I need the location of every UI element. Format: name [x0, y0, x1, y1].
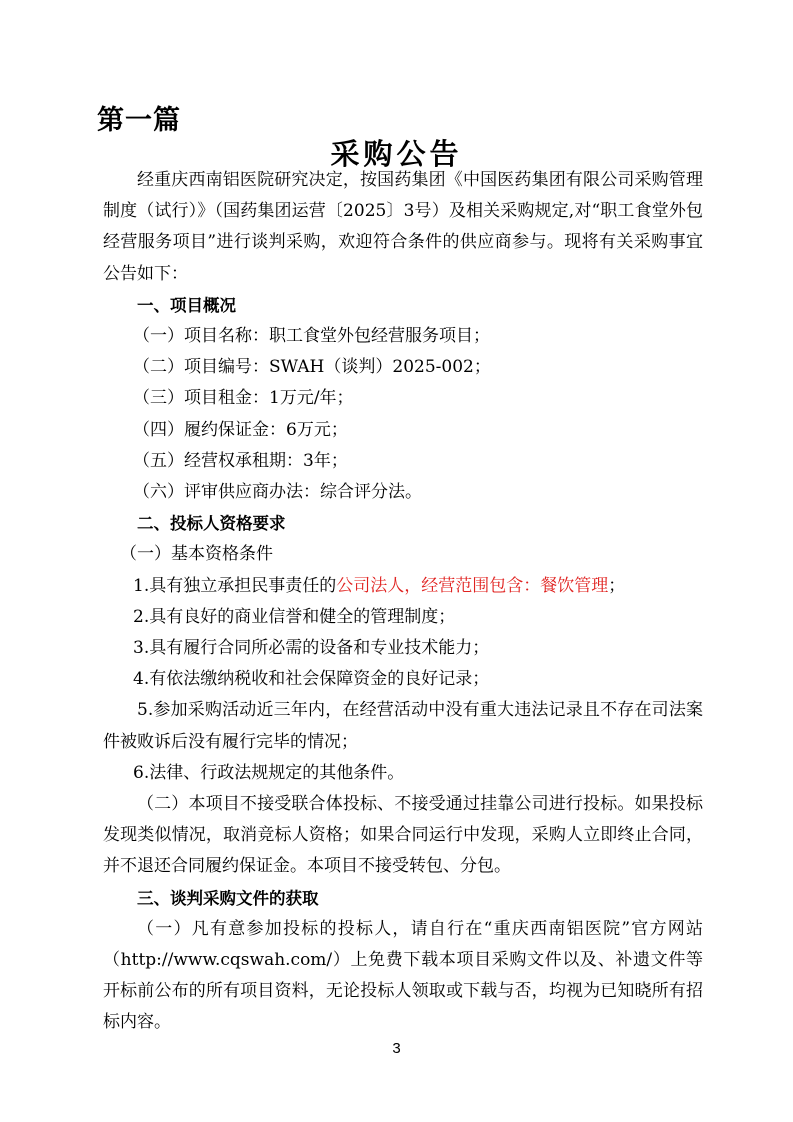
page-number: 3 — [392, 1040, 401, 1057]
intro-paragraph: 经重庆西南铝医院研究决定，按国药集团《中国医药集团有限公司采购管理制度（试行）》（国药集团运营〔2025〕3号）及相关采购规定,对“职工食堂外包经营服务项目”进行谈判采购，欢迎符合条件的供应商参与。现将有关采购事宜公告如下： — [103, 170, 703, 284]
page-title: 采购公告 — [330, 137, 463, 171]
document-body — [103, 165, 703, 1039]
condition-6: 6.法律、行政法规规定的其他条件。 — [133, 762, 405, 783]
condition-5: 5.参加采购活动近三年内，在经营活动中没有重大违法记录且不存在司法案件被败诉后没有履行完毕的情况； — [103, 700, 703, 752]
section3-prefix: （一）凡有意参加投标的投标人，请自行在“重庆西南铝医院”官方网站（ — [103, 918, 703, 971]
condition-1-highlight: 公司法人，经营范围包含：餐饮管理 — [336, 575, 609, 596]
section3-suffix: ）上免费下载本项目采购文件以及、补遗文件等开标前公布的所有项目资料，无论投标人领取或下载与否，均视为已知晓所有招标内容。 — [103, 950, 704, 1033]
section1-item: （五）经营权承租期：3年； — [133, 450, 348, 471]
section1-item: （一）项目名称：职工食堂外包经营服务项目； — [133, 326, 490, 347]
section1-item: （六）评审供应商办法：综合评分法。 — [133, 482, 422, 503]
section3-paragraph — [103, 914, 703, 1039]
part-label: 第一篇 — [97, 105, 181, 136]
section3-heading: 三、谈判采购文件的获取 — [137, 888, 319, 908]
section1-item: （二）项目编号：SWAH（谈判）2025-002； — [133, 357, 491, 378]
website-link[interactable]: http://www.cqswah.com/ — [120, 950, 333, 971]
condition-3: 3.具有履行合同所必需的设备和专业技术能力； — [133, 638, 490, 659]
condition-2: 2.具有良好的商业信誉和健全的管理制度； — [133, 606, 456, 627]
section2-sub2-paragraph: （二）本项目不接受联合体投标、不接受通过挂靠公司进行投标。如果投标发现类似情况，取消竞标人资格；如果合同运行中发现，采购人立即终止合同，并不退还合同履约保证金。本项目不接受转包、分包。 — [103, 794, 703, 877]
condition-4: 4.有依法缴纳税收和社会保障资金的良好记录； — [133, 669, 490, 690]
section1-heading: 一、项目概况 — [137, 295, 236, 315]
condition-1-suffix: ； — [608, 575, 626, 596]
condition-1 — [103, 571, 703, 602]
section1-item: （三）项目租金：1万元/年； — [133, 388, 354, 409]
section2-sub1-heading: （一）基本资格条件 — [120, 544, 273, 565]
section1-item: （四）履约保证金：6万元； — [133, 419, 348, 440]
condition-1-prefix: 1.具有独立承担民事责任的 — [133, 575, 337, 596]
section2-heading: 二、投标人资格要求 — [137, 514, 286, 534]
